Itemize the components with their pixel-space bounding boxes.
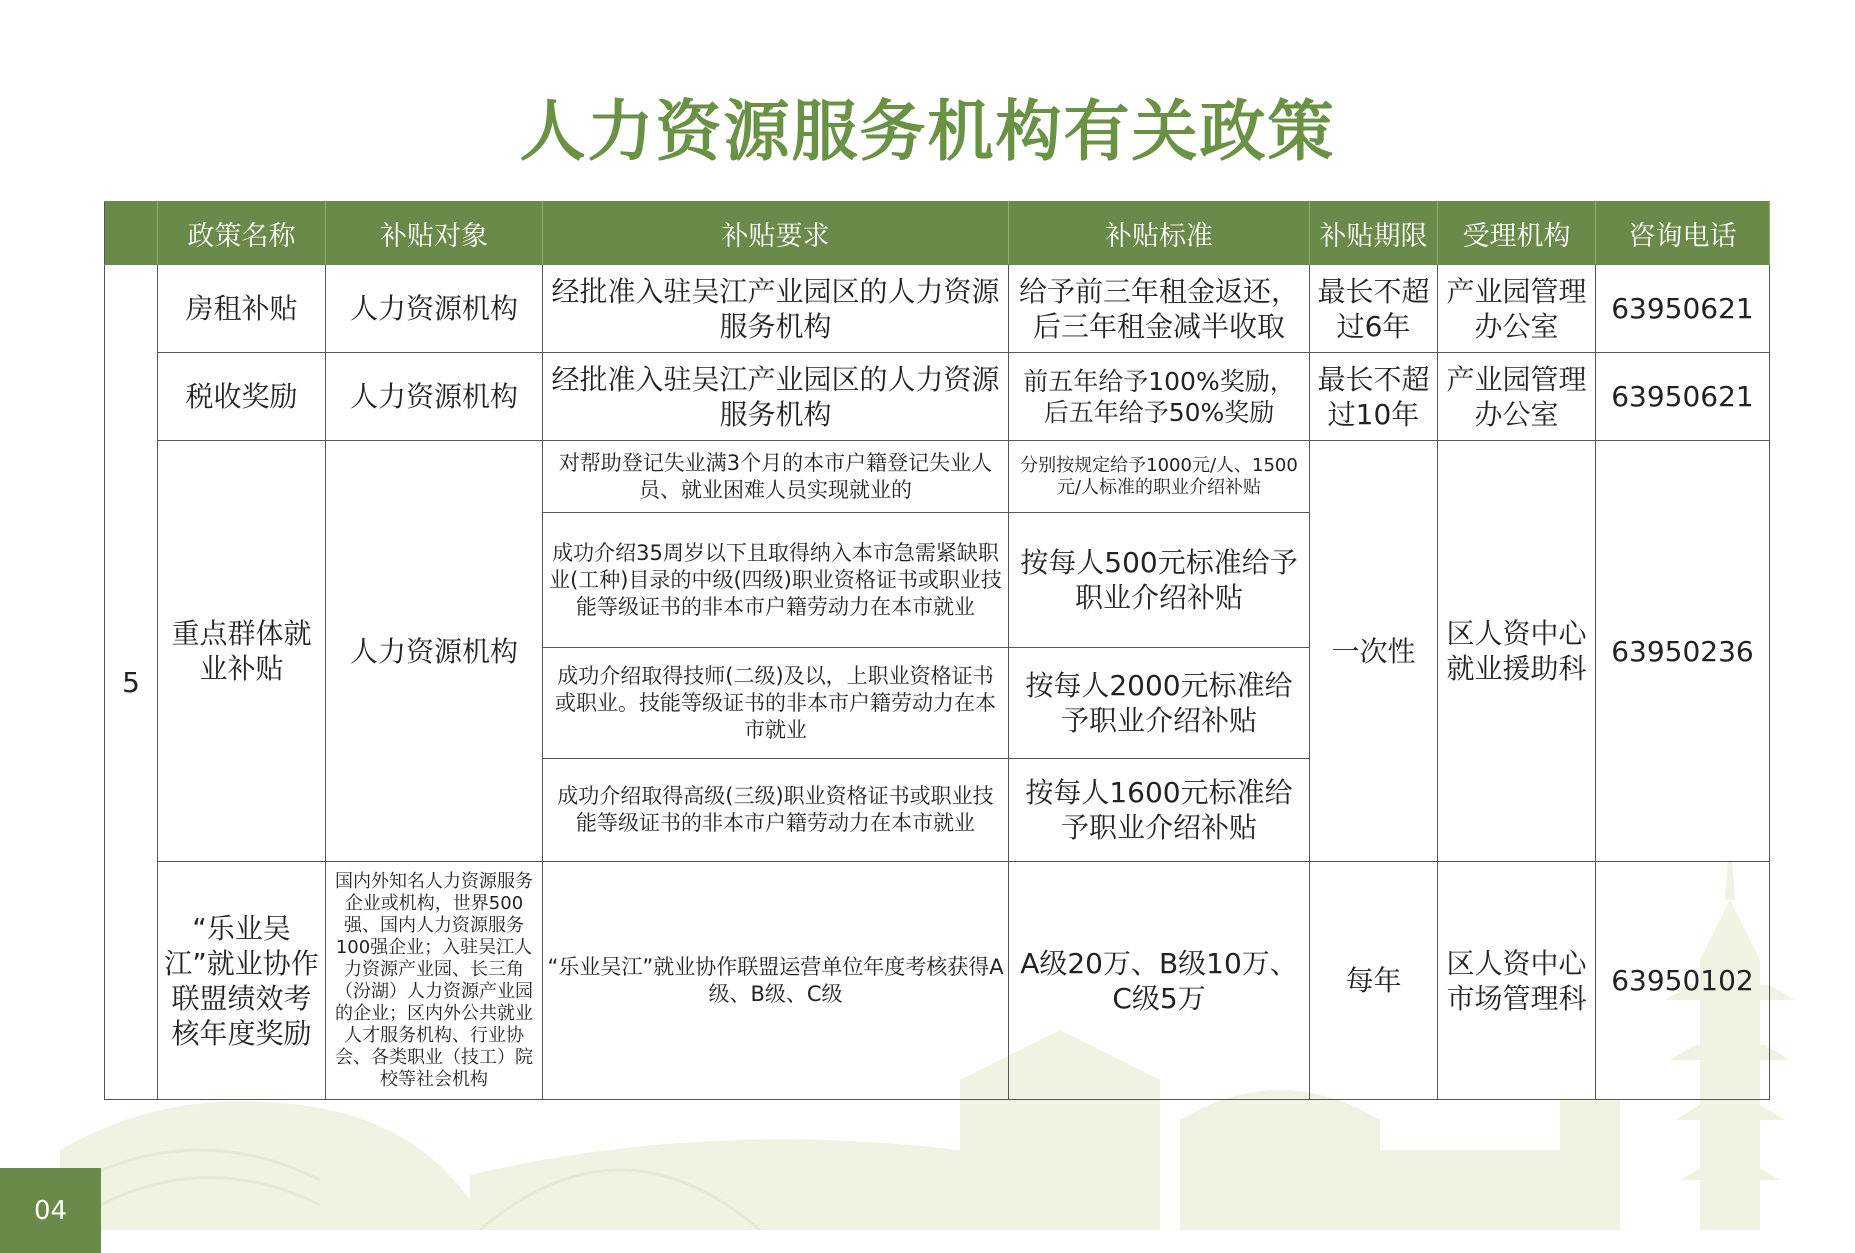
phone-number: 63950102 bbox=[1596, 862, 1770, 1100]
header-requirement: 补贴要求 bbox=[543, 202, 1009, 265]
page-number: 04 bbox=[0, 1168, 101, 1253]
table-row bbox=[105, 353, 1770, 441]
policy-name: 重点群体就业补贴 bbox=[158, 441, 326, 862]
subsidy-period: 最长不超过10年 bbox=[1310, 353, 1438, 441]
page-title: 人力资源服务机构有关政策 bbox=[519, 92, 1336, 170]
agency: 产业园管理办公室 bbox=[1438, 265, 1596, 353]
subsidy-target: 国内外知名人力资源服务企业或机构，世界500强、国内人力资源服务100强企业；入驻吴江人力资源产业园、长三角（汾湖）人力资源产业园的企业；区内外公共就业人才服务机构、行业协会、各类职业（技工）院校等社会机构 bbox=[326, 862, 543, 1100]
phone-number: 63950621 bbox=[1596, 353, 1770, 441]
subsidy-target: 人力资源机构 bbox=[326, 265, 543, 353]
subsidy-requirement: 对帮助登记失业满3个月的本市户籍登记失业人员、就业困难人员实现就业的 bbox=[543, 441, 1009, 513]
subsidy-requirement: “乐业吴江”就业协作联盟运营单位年度考核获得A级、B级、C级 bbox=[543, 862, 1009, 1100]
subsidy-target: 人力资源机构 bbox=[326, 353, 543, 441]
subsidy-standard: 按每人2000元标准给予职业介绍补贴 bbox=[1009, 648, 1310, 759]
subsidy-requirement: 经批准入驻吴江产业园区的人力资源服务机构 bbox=[543, 265, 1009, 353]
header-target: 补贴对象 bbox=[326, 202, 543, 265]
subsidy-period: 最长不超过6年 bbox=[1310, 265, 1438, 353]
agency: 区人资中心市场管理科 bbox=[1438, 862, 1596, 1100]
subsidy-period: 每年 bbox=[1310, 862, 1438, 1100]
header-standard: 补贴标准 bbox=[1009, 202, 1310, 265]
subsidy-standard: 给予前三年租金返还，后三年租金减半收取 bbox=[1009, 265, 1310, 353]
table-row bbox=[105, 862, 1770, 1100]
subsidy-standard: 按每人500元标准给予职业介绍补贴 bbox=[1009, 513, 1310, 648]
policy-table bbox=[104, 201, 1770, 1100]
header-index bbox=[105, 202, 158, 265]
policy-name: “乐业吴江”就业协作联盟绩效考核年度奖励 bbox=[158, 862, 326, 1100]
agency: 区人资中心就业援助科 bbox=[1438, 441, 1596, 862]
policy-name: 房租补贴 bbox=[158, 265, 326, 353]
table-header-row bbox=[105, 202, 1770, 265]
table-row bbox=[105, 441, 1770, 513]
phone-number: 63950621 bbox=[1596, 265, 1770, 353]
subsidy-requirement: 经批准入驻吴江产业园区的人力资源服务机构 bbox=[543, 353, 1009, 441]
subsidy-standard: 前五年给予100%奖励，后五年给予50%奖励 bbox=[1009, 353, 1310, 441]
phone-number: 63950236 bbox=[1596, 441, 1770, 862]
agency: 产业园管理办公室 bbox=[1438, 353, 1596, 441]
table-row bbox=[105, 265, 1770, 353]
header-policy-name: 政策名称 bbox=[158, 202, 326, 265]
header-period: 补贴期限 bbox=[1310, 202, 1438, 265]
header-phone: 咨询电话 bbox=[1596, 202, 1770, 265]
header-agency: 受理机构 bbox=[1438, 202, 1596, 265]
subsidy-standard: 分别按规定给予1000元/人、1500元/人标准的职业介绍补贴 bbox=[1009, 441, 1310, 513]
subsidy-requirement: 成功介绍取得技师(二级)及以，上职业资格证书或职业。技能等级证书的非本市户籍劳动力在本市就业 bbox=[543, 648, 1009, 759]
subsidy-target: 人力资源机构 bbox=[326, 441, 543, 862]
subsidy-standard: 按每人1600元标准给予职业介绍补贴 bbox=[1009, 759, 1310, 862]
subsidy-requirement: 成功介绍35周岁以下且取得纳入本市急需紧缺职业(工种)目录的中级(四级)职业资格证书或职业技能等级证书的非本市户籍劳动力在本市就业 bbox=[543, 513, 1009, 648]
policy-name: 税收奖励 bbox=[158, 353, 326, 441]
subsidy-period: 一次性 bbox=[1310, 441, 1438, 862]
subsidy-standard: A级20万、B级10万、C级5万 bbox=[1009, 862, 1310, 1100]
row-index: 5 bbox=[105, 265, 158, 1100]
subsidy-requirement: 成功介绍取得高级(三级)职业资格证书或职业技能等级证书的非本市户籍劳动力在本市就业 bbox=[543, 759, 1009, 862]
